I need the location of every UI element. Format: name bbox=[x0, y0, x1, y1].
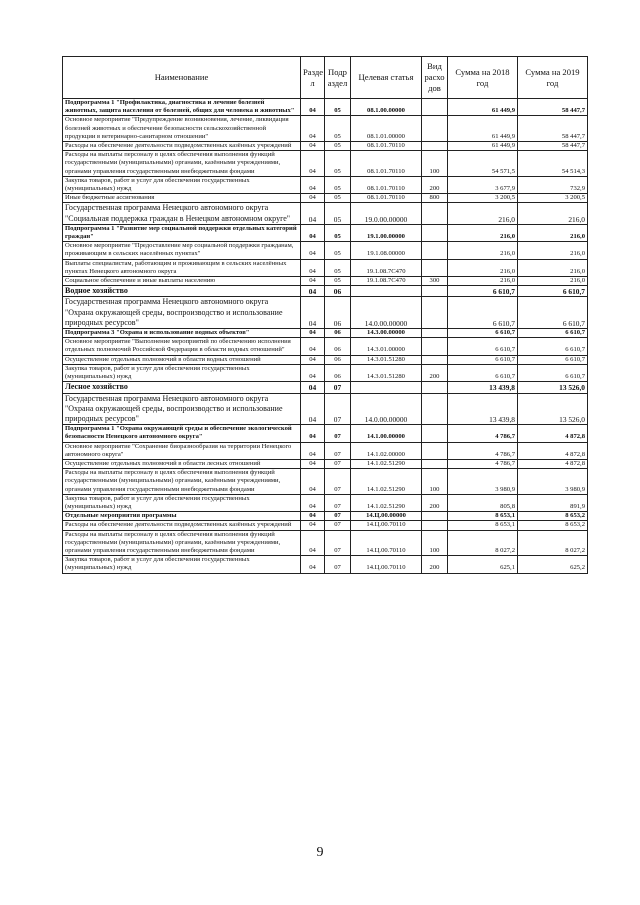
table-row bbox=[63, 176, 588, 193]
table-row bbox=[63, 224, 588, 241]
cell-sum2019: 58 447,7 bbox=[518, 116, 588, 142]
cell-cs: 14.1.02.51290 bbox=[351, 469, 422, 495]
cell-podrazdel: 05 bbox=[325, 194, 351, 203]
cell-name: Государственная программа Ненецкого автономного округа "Охрана окружающей среды, воспроизводство и использование природных ресурсов" bbox=[63, 297, 301, 329]
cell-name: Подпрограмма 1 "Охрана окружающей среды и обеспечение экологической безопасности Ненецкого автономного округа" bbox=[63, 425, 301, 442]
page-number: 9 bbox=[316, 845, 324, 860]
cell-name: Иные бюджетные ассигнования bbox=[63, 194, 301, 203]
cell-podrazdel: 05 bbox=[325, 116, 351, 142]
table-row bbox=[63, 203, 588, 224]
cell-razdel: 04 bbox=[301, 259, 325, 276]
header-name: Наименование bbox=[63, 57, 301, 99]
cell-sum2018: 61 449,9 bbox=[448, 116, 518, 142]
cell-name: Подпрограмма 1 "Профилактика, диагностика и лечение болезней животных, защита населения от болезней, общих для человека и животных" bbox=[63, 99, 301, 116]
cell-sum2019: 8 653,2 bbox=[518, 512, 588, 521]
cell-vr: 100 bbox=[422, 151, 448, 177]
table-row bbox=[63, 194, 588, 203]
cell-razdel: 04 bbox=[301, 116, 325, 142]
cell-sum2018: 13 439,8 bbox=[448, 393, 518, 425]
cell-razdel: 04 bbox=[301, 521, 325, 530]
cell-podrazdel: 07 bbox=[325, 494, 351, 511]
cell-podrazdel: 06 bbox=[325, 297, 351, 329]
cell-sum2019: 6 610,7 bbox=[518, 297, 588, 329]
cell-razdel: 04 bbox=[301, 176, 325, 193]
cell-sum2019: 3 980,9 bbox=[518, 469, 588, 495]
cell-podrazdel: 05 bbox=[325, 203, 351, 224]
cell-name: Расходы на выплаты персоналу в целях обеспечения выполнения функций государственными (муниципальными) органами, казёнными учреждениями, органами управления государственными внебюджетными фондами bbox=[63, 469, 301, 495]
table-row bbox=[63, 242, 588, 259]
cell-cs: 14.3.01.00000 bbox=[351, 338, 422, 355]
cell-name: Основное мероприятие "Предупреждение возникновения, лечение, ликвидация болезней животных и обеспечение безопасности сельскохозяйственной продукции в ветеринарно-санитарном отношении" bbox=[63, 116, 301, 142]
cell-vr bbox=[422, 382, 448, 393]
cell-vr bbox=[422, 286, 448, 297]
cell-vr bbox=[422, 355, 448, 364]
cell-sum2018: 625,1 bbox=[448, 556, 518, 573]
budget-table bbox=[62, 56, 588, 574]
cell-sum2018: 6 610,7 bbox=[448, 286, 518, 297]
cell-razdel: 04 bbox=[301, 224, 325, 241]
cell-name: Закупка товаров, работ и услуг для обеспечения государственных (муниципальных) нужд bbox=[63, 556, 301, 573]
cell-cs: 08.1.01.70110 bbox=[351, 194, 422, 203]
table-row bbox=[63, 521, 588, 530]
cell-sum2018: 6 610,7 bbox=[448, 297, 518, 329]
table-row bbox=[63, 329, 588, 338]
cell-name: Лесное хозяйство bbox=[63, 382, 301, 393]
cell-name: Государственная программа Ненецкого автономного округа "Социальная поддержка граждан в Ненецком автономном округе" bbox=[63, 203, 301, 224]
cell-razdel: 04 bbox=[301, 286, 325, 297]
cell-razdel: 04 bbox=[301, 425, 325, 442]
cell-razdel: 04 bbox=[301, 364, 325, 381]
cell-sum2018: 8 653,1 bbox=[448, 521, 518, 530]
cell-sum2018: 61 449,9 bbox=[448, 142, 518, 151]
cell-vr: 100 bbox=[422, 530, 448, 556]
cell-name: Осуществление отдельных полномочий в области лесных отношений bbox=[63, 459, 301, 468]
cell-cs: 14.1.00.00000 bbox=[351, 425, 422, 442]
cell-razdel: 04 bbox=[301, 151, 325, 177]
cell-sum2018: 216,0 bbox=[448, 242, 518, 259]
table-row bbox=[63, 151, 588, 177]
cell-vr bbox=[422, 259, 448, 276]
cell-podrazdel: 07 bbox=[325, 442, 351, 459]
cell-cs: 19.1.08.7С470 bbox=[351, 277, 422, 286]
cell-razdel: 04 bbox=[301, 99, 325, 116]
cell-name: Основное мероприятие "Выполнение мероприятий по обеспечению исполнения отдельных полномочий Российской Федерации в области водных отношений" bbox=[63, 338, 301, 355]
cell-cs: 19.1.00.00000 bbox=[351, 224, 422, 241]
cell-vr bbox=[422, 224, 448, 241]
cell-name: Закупка товаров, работ и услуг для обеспечения государственных (муниципальных) нужд bbox=[63, 494, 301, 511]
table-row bbox=[63, 338, 588, 355]
cell-sum2019: 6 610,7 bbox=[518, 338, 588, 355]
cell-sum2018: 3 980,9 bbox=[448, 469, 518, 495]
cell-sum2018: 8 027,2 bbox=[448, 530, 518, 556]
cell-razdel: 04 bbox=[301, 382, 325, 393]
cell-razdel: 04 bbox=[301, 242, 325, 259]
cell-podrazdel: 06 bbox=[325, 364, 351, 381]
cell-podrazdel: 07 bbox=[325, 459, 351, 468]
cell-vr bbox=[422, 116, 448, 142]
cell-sum2019: 216,0 bbox=[518, 277, 588, 286]
cell-razdel: 04 bbox=[301, 393, 325, 425]
cell-sum2018: 54 571,5 bbox=[448, 151, 518, 177]
table-row bbox=[63, 116, 588, 142]
cell-cs: 08.1.01.70110 bbox=[351, 151, 422, 177]
cell-cs bbox=[351, 382, 422, 393]
cell-podrazdel: 05 bbox=[325, 176, 351, 193]
cell-sum2019: 216,0 bbox=[518, 242, 588, 259]
cell-podrazdel: 05 bbox=[325, 242, 351, 259]
cell-razdel: 04 bbox=[301, 512, 325, 521]
cell-sum2018: 805,8 bbox=[448, 494, 518, 511]
cell-razdel: 04 bbox=[301, 556, 325, 573]
cell-razdel: 04 bbox=[301, 442, 325, 459]
cell-vr bbox=[422, 242, 448, 259]
cell-sum2019: 6 610,7 bbox=[518, 329, 588, 338]
cell-podrazdel: 07 bbox=[325, 393, 351, 425]
cell-sum2019: 4 872,8 bbox=[518, 425, 588, 442]
cell-podrazdel: 06 bbox=[325, 355, 351, 364]
cell-sum2018: 8 653,1 bbox=[448, 512, 518, 521]
cell-podrazdel: 05 bbox=[325, 277, 351, 286]
cell-cs: 14.3.01.51280 bbox=[351, 355, 422, 364]
cell-vr bbox=[422, 142, 448, 151]
header-sum2019: Сумма на 2019 год bbox=[518, 57, 588, 99]
header-sum2018: Сумма на 2018 год bbox=[448, 57, 518, 99]
cell-sum2019: 8 027,2 bbox=[518, 530, 588, 556]
cell-razdel: 04 bbox=[301, 338, 325, 355]
table-row bbox=[63, 494, 588, 511]
cell-name: Государственная программа Ненецкого автономного округа "Охрана окружающей среды, воспроизводство и использование природных ресурсов" bbox=[63, 393, 301, 425]
table-row bbox=[63, 364, 588, 381]
cell-vr: 100 bbox=[422, 469, 448, 495]
cell-podrazdel: 07 bbox=[325, 530, 351, 556]
cell-sum2018: 6 610,7 bbox=[448, 329, 518, 338]
cell-vr bbox=[422, 99, 448, 116]
cell-cs: 08.1.00.00000 bbox=[351, 99, 422, 116]
cell-vr bbox=[422, 338, 448, 355]
table-row bbox=[63, 259, 588, 276]
cell-vr bbox=[422, 203, 448, 224]
table-row bbox=[63, 355, 588, 364]
cell-cs: 14.Ц.00.70110 bbox=[351, 521, 422, 530]
cell-podrazdel: 05 bbox=[325, 151, 351, 177]
cell-sum2018: 216,0 bbox=[448, 259, 518, 276]
cell-podrazdel: 07 bbox=[325, 521, 351, 530]
cell-cs: 14.Ц.00.70110 bbox=[351, 556, 422, 573]
cell-cs: 19.1.08.00000 bbox=[351, 242, 422, 259]
cell-sum2019: 625,2 bbox=[518, 556, 588, 573]
cell-name: Основное мероприятие "Сохранение биоразнообразия на территории Ненецкого автономного округа" bbox=[63, 442, 301, 459]
cell-sum2019: 216,0 bbox=[518, 259, 588, 276]
cell-sum2019: 732,9 bbox=[518, 176, 588, 193]
cell-podrazdel: 06 bbox=[325, 329, 351, 338]
table-header-row bbox=[63, 57, 588, 99]
cell-sum2018: 3 677,9 bbox=[448, 176, 518, 193]
cell-vr: 200 bbox=[422, 556, 448, 573]
cell-cs: 14.1.02.51290 bbox=[351, 494, 422, 511]
cell-name: Закупка товаров, работ и услуг для обеспечения государственных (муниципальных) нужд bbox=[63, 176, 301, 193]
cell-podrazdel: 07 bbox=[325, 382, 351, 393]
cell-vr bbox=[422, 459, 448, 468]
cell-sum2019: 3 200,5 bbox=[518, 194, 588, 203]
cell-sum2018: 216,0 bbox=[448, 203, 518, 224]
cell-name: Основное мероприятие "Предоставление мер социальной поддержки гражданам, проживающим в сельских населённых пунктах" bbox=[63, 242, 301, 259]
cell-vr: 300 bbox=[422, 277, 448, 286]
cell-razdel: 04 bbox=[301, 494, 325, 511]
table-row bbox=[63, 442, 588, 459]
cell-cs: 14.3.01.51280 bbox=[351, 364, 422, 381]
header-vr: Вид расхо дов bbox=[422, 57, 448, 99]
cell-sum2018: 6 610,7 bbox=[448, 338, 518, 355]
cell-name: Осуществление отдельных полномочий в области водных отношений bbox=[63, 355, 301, 364]
table-row bbox=[63, 512, 588, 521]
cell-cs bbox=[351, 286, 422, 297]
header-cs: Целевая статья bbox=[351, 57, 422, 99]
cell-name: Расходы на выплаты персоналу в целях обеспечения выполнения функций государственными (муниципальными) органами, казёнными учреждениями, органами управления государственными внебюджетными фондами bbox=[63, 151, 301, 177]
cell-name: Водное хозяйство bbox=[63, 286, 301, 297]
cell-podrazdel: 07 bbox=[325, 469, 351, 495]
cell-cs: 14.1.02.00000 bbox=[351, 442, 422, 459]
cell-vr: 800 bbox=[422, 194, 448, 203]
cell-cs: 14.3.00.00000 bbox=[351, 329, 422, 338]
cell-name: Расходы на обеспечение деятельности подведомственных казённых учреждений bbox=[63, 142, 301, 151]
cell-vr: 200 bbox=[422, 176, 448, 193]
cell-cs: 14.1.02.51290 bbox=[351, 459, 422, 468]
cell-podrazdel: 07 bbox=[325, 556, 351, 573]
table-row bbox=[63, 99, 588, 116]
cell-name: Отдельные мероприятия программы bbox=[63, 512, 301, 521]
cell-sum2019: 216,0 bbox=[518, 224, 588, 241]
cell-vr: 200 bbox=[422, 364, 448, 381]
cell-podrazdel: 07 bbox=[325, 425, 351, 442]
cell-sum2019: 216,0 bbox=[518, 203, 588, 224]
cell-sum2019: 58 447,7 bbox=[518, 142, 588, 151]
table-row bbox=[63, 530, 588, 556]
cell-sum2019: 891,9 bbox=[518, 494, 588, 511]
cell-razdel: 04 bbox=[301, 530, 325, 556]
cell-razdel: 04 bbox=[301, 355, 325, 364]
cell-sum2019: 54 514,3 bbox=[518, 151, 588, 177]
cell-razdel: 04 bbox=[301, 277, 325, 286]
cell-razdel: 04 bbox=[301, 297, 325, 329]
table-row bbox=[63, 459, 588, 468]
cell-podrazdel: 05 bbox=[325, 224, 351, 241]
cell-cs: 14.0.00.00000 bbox=[351, 297, 422, 329]
cell-cs: 19.0.00.00000 bbox=[351, 203, 422, 224]
table-row bbox=[63, 297, 588, 329]
cell-sum2018: 4 786,7 bbox=[448, 425, 518, 442]
header-podrazdel: Подр аздел bbox=[325, 57, 351, 99]
cell-sum2018: 61 449,9 bbox=[448, 99, 518, 116]
cell-name: Закупка товаров, работ и услуг для обеспечения государственных (муниципальных) нужд bbox=[63, 364, 301, 381]
cell-sum2019: 13 526,0 bbox=[518, 393, 588, 425]
table-row bbox=[63, 425, 588, 442]
cell-sum2018: 6 610,7 bbox=[448, 364, 518, 381]
cell-sum2018: 6 610,7 bbox=[448, 355, 518, 364]
cell-sum2019: 6 610,7 bbox=[518, 286, 588, 297]
cell-cs: 08.1.01.00000 bbox=[351, 116, 422, 142]
table-row bbox=[63, 277, 588, 286]
cell-cs: 08.1.01.70110 bbox=[351, 176, 422, 193]
cell-cs: 14.0.00.00000 bbox=[351, 393, 422, 425]
cell-podrazdel: 06 bbox=[325, 338, 351, 355]
cell-sum2018: 4 786,7 bbox=[448, 459, 518, 468]
cell-razdel: 04 bbox=[301, 469, 325, 495]
table-row bbox=[63, 382, 588, 393]
header-razdel: Разде л bbox=[301, 57, 325, 99]
cell-sum2019: 58 447,7 bbox=[518, 99, 588, 116]
table-row bbox=[63, 286, 588, 297]
cell-sum2019: 13 526,0 bbox=[518, 382, 588, 393]
cell-razdel: 04 bbox=[301, 194, 325, 203]
cell-cs: 14.Ц.00.00000 bbox=[351, 512, 422, 521]
cell-vr bbox=[422, 512, 448, 521]
cell-razdel: 04 bbox=[301, 203, 325, 224]
cell-sum2019: 8 653,2 bbox=[518, 521, 588, 530]
cell-name: Выплаты специалистам, работающим и проживающим в сельских населённых пунктах Ненецкого автономного округа bbox=[63, 259, 301, 276]
table-row bbox=[63, 393, 588, 425]
cell-sum2018: 216,0 bbox=[448, 224, 518, 241]
cell-sum2019: 6 610,7 bbox=[518, 355, 588, 364]
cell-sum2018: 3 200,5 bbox=[448, 194, 518, 203]
cell-cs: 08.1.01.70110 bbox=[351, 142, 422, 151]
cell-vr: 200 bbox=[422, 494, 448, 511]
cell-cs: 19.1.08.7С470 bbox=[351, 259, 422, 276]
cell-name: Подпрограмма 1 "Развитие мер социальной поддержки отдельных категорий граждан" bbox=[63, 224, 301, 241]
cell-razdel: 04 bbox=[301, 459, 325, 468]
budget-table-container bbox=[62, 56, 587, 574]
cell-razdel: 04 bbox=[301, 329, 325, 338]
cell-vr bbox=[422, 297, 448, 329]
cell-podrazdel: 05 bbox=[325, 259, 351, 276]
cell-name: Социальное обеспечение и иные выплаты населению bbox=[63, 277, 301, 286]
cell-name: Подпрограмма 3 "Охрана и использование водных объектов" bbox=[63, 329, 301, 338]
cell-podrazdel: 07 bbox=[325, 512, 351, 521]
cell-sum2018: 216,0 bbox=[448, 277, 518, 286]
cell-sum2019: 4 872,8 bbox=[518, 459, 588, 468]
table-body bbox=[63, 99, 588, 574]
cell-sum2018: 4 786,7 bbox=[448, 442, 518, 459]
cell-sum2018: 13 439,8 bbox=[448, 382, 518, 393]
table-row bbox=[63, 556, 588, 573]
table-row bbox=[63, 142, 588, 151]
cell-podrazdel: 06 bbox=[325, 286, 351, 297]
cell-podrazdel: 05 bbox=[325, 142, 351, 151]
cell-vr bbox=[422, 329, 448, 338]
cell-vr bbox=[422, 442, 448, 459]
cell-podrazdel: 05 bbox=[325, 99, 351, 116]
table-row bbox=[63, 469, 588, 495]
cell-name: Расходы на обеспечение деятельности подведомственных казённых учреждений bbox=[63, 521, 301, 530]
cell-vr bbox=[422, 393, 448, 425]
cell-vr bbox=[422, 521, 448, 530]
cell-sum2019: 6 610,7 bbox=[518, 364, 588, 381]
cell-sum2019: 4 872,8 bbox=[518, 442, 588, 459]
cell-name: Расходы на выплаты персоналу в целях обеспечения выполнения функций государственными (муниципальными) органами, казёнными учреждениями, органами управления государственными внебюджетными фондами bbox=[63, 530, 301, 556]
cell-vr bbox=[422, 425, 448, 442]
cell-cs: 14.Ц.00.70110 bbox=[351, 530, 422, 556]
cell-razdel: 04 bbox=[301, 142, 325, 151]
